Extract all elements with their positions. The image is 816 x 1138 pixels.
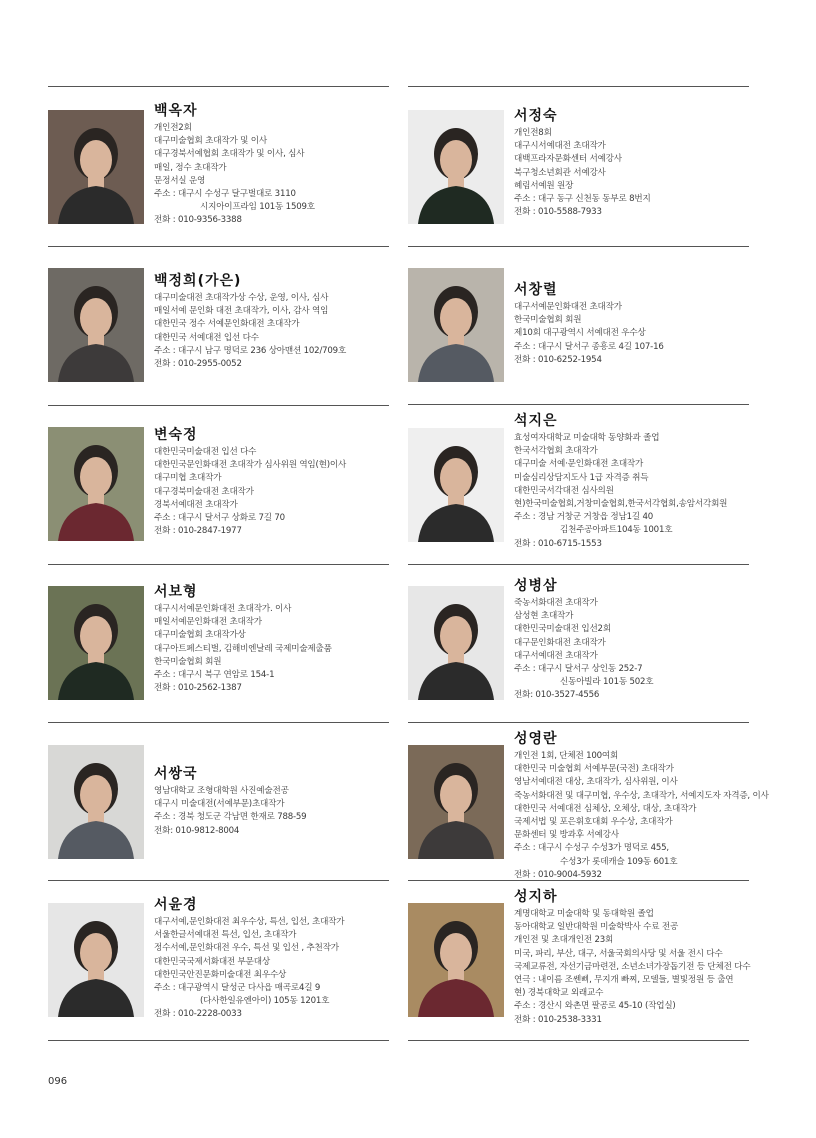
artist-name: 서정숙 [514,108,558,124]
bio-line: 국제교류전, 자선기금마련전, 소년소녀가장돕기전 등 단체전 다수 [514,961,751,972]
phone-line: 전화 : 010-2562-1387 [154,683,242,694]
bio-line: 대구경북미술대전 초대작가 [154,486,254,497]
address-continuation: (다사한일유엔아이) 105동 1201호 [200,996,330,1007]
profile-photo [48,268,144,382]
bio-line: 연극 : 내이름 조쎈삐, 무지개 빠찌, 모델들, 별빛정원 등 출연 [514,975,734,986]
bio-line: 대구서예,문인화대전 최우수상, 특선, 입선, 초대작가 [154,917,345,927]
profile-info [514,107,749,219]
bio-line: 대한민국안진문화미술대전 최우수상 [154,969,287,980]
section-divider [48,405,389,406]
profile-photo [408,586,504,700]
address-continuation: 수성3가 롯데캐슬 109동 601호 [560,856,678,867]
profile-info [154,426,389,538]
bio-line: 한국서각협회 초대작가 [514,446,598,457]
bio-line: 대구서예대전 초대작가 [514,650,598,661]
bio-line: 대구시서예대전 초대작가 [514,141,606,152]
bio-line: 문정서실 운영 [154,175,206,186]
page-number: 096 [48,1076,68,1087]
bio-line: 미술심리상담지도사 1급 자격증 취득 [514,472,649,483]
section-divider [48,86,389,87]
bio-line: 대구시서예문인화대전 초대작가. 이사 [154,604,292,614]
phone-line: 전화 : 010-2955-0052 [154,359,242,370]
phone-line: 전화 : 010-6715-1553 [514,538,602,549]
profile-photo [408,110,504,224]
bio-line: 정수서예,문인화대전 우수, 특선 및 입선 , 추천작가 [154,943,339,954]
profile-photo [408,428,504,542]
bio-line: 대한민국문인화대전 초대작가 심사위원 역임(현)이사 [154,460,347,471]
artist-name: 변숙정 [154,427,198,443]
bio-line: 영남대학교 조형대학원 사진예술전공 [154,786,289,796]
bio-line: 국제서법 및 포은휘호대회 우수상, 초대작가 [514,817,673,828]
phone-line: 전화 : 010-5588-7933 [514,207,602,218]
bio-line: 제10회 대구광역시 서예대전 우수상 [514,328,646,339]
artist-name: 서창렬 [514,282,558,298]
bio-line: 서울한글서예대전 특선, 입선, 초대작가 [154,930,297,941]
bio-line: 매일서예문인화대전 초대작가 [154,617,262,628]
bio-line: 대한민국 서예대전 심체상, 오체상, 대상, 초대작가 [514,803,697,814]
bio-line: 주소 : 대구광역시 달성군 다사읍 매곡로4길 9 [154,983,321,994]
phone-line: 전화 : 010-2847-1977 [154,526,242,537]
bio-line: 주소 : 대구시 남구 명덕로 236 상아맨션 102/709호 [154,345,347,356]
artist-name: 성지하 [514,889,558,905]
bio-line: 현) 경북대학교 외래교수 [514,988,604,999]
address-continuation: 신동아빌라 101동 502호 [560,677,654,688]
profile-photo [408,745,504,859]
bio-line: 주소 : 대구시 북구 연암로 154-1 [154,670,275,681]
bio-line: 효성여자대학교 미술대학 동양화과 졸업 [514,433,660,443]
artist-name: 성영란 [514,731,558,747]
phone-line: 전화 : 010-6252-1954 [514,354,602,365]
artist-name: 서보형 [154,584,198,600]
bio-line: 주소 : 대구시 수성구 수성3가 명덕로 455, [514,843,669,854]
bio-line: 경북서예대전 초대작가 [154,499,238,510]
bio-line: 주소 : 경북 청도군 각남면 한재로 788-59 [154,812,307,823]
bio-line: 계명대학교 미술대학 및 동대학원 졸업 [514,909,654,919]
phone-line: 전화: 010-9812-8004 [154,825,240,836]
bio-line: 대구아트페스티벌, 김해비엔날레 국제미술제출품 [154,643,332,654]
profile-photo [48,586,144,700]
profile-info [514,412,749,551]
bio-line: 삼성현 초대작가 [514,611,574,622]
bio-line: 주소 : 대구시 수성구 달구벌대로 3110 [154,189,296,200]
bio-line: 대구미술협회 초대작가상 [154,630,246,641]
bio-line: 대구미술 서예·문인화대전 초대작가 [514,459,644,470]
profile-info [514,730,769,882]
bio-line: 대구서예문인화대전 초대작가 [514,302,622,312]
profile-info [154,102,389,228]
phone-line: 전화 : 010-9004-5932 [514,869,602,880]
bio-line: 매일서예 문인화 대전 초대작가, 이사, 감사 역임 [154,306,329,317]
profile-photo [408,268,504,382]
phone-line: 전화 : 010-2538-3331 [514,1014,602,1025]
bio-line: 한국미술협회 회원 [514,315,582,326]
bio-line: 대구문인화대전 초대작가 [514,637,606,648]
profile-photo [408,903,504,1017]
address-continuation: 시지아이프라임 101동 1509호 [200,202,315,213]
profile-info [154,765,389,838]
phone-line: 전화 : 010-2228-0033 [154,1009,242,1020]
profile-photo [48,427,144,541]
bio-line: 대구경북서예협회 초대작가 및 이사, 심사 [154,149,305,160]
artist-name: 서쌍국 [154,766,198,782]
section-divider [48,1040,389,1041]
profile-info [154,583,389,695]
bio-line: 주소 : 대구시 달서구 상화로 7길 70 [154,513,285,524]
bio-line: 대한민국 서예대전 입선 다수 [154,332,259,343]
profile-photo [48,745,144,859]
bio-line: 대한민국 미술협회 서예부문(국전) 초대작가 [514,764,674,775]
section-divider [408,564,749,565]
phone-line: 전화 : 010-9356-3388 [154,215,242,226]
profile-photo [48,110,144,224]
artist-name: 백정희(가은) [154,273,242,289]
bio-line: 대한민국국제서화대전 부문대상 [154,956,270,967]
bio-line: 현)한국미술협회,거창미술협회,한국서각협회,송암서각회원 [514,499,728,510]
bio-line: 대백프라자문화센터 서예강사 [514,154,622,165]
section-divider [408,722,749,723]
profile-info [514,281,749,367]
bio-line: 개인전 및 초대개인전 23회 [514,935,614,946]
bio-line: 주소 : 경산시 와촌면 팔공로 45-10 (작업실) [514,1001,676,1012]
phone-line: 전화: 010-3527-4556 [514,690,600,701]
bio-line: 주소 : 대구시 달서구 상인동 252-7 [514,664,643,675]
section-divider [48,246,389,247]
bio-line: 대구미술협회 초대작가 및 이사 [154,136,267,147]
section-divider [48,564,389,565]
bio-line: 대한민국미술대전 입선 다수 [154,447,257,457]
bio-line: 대구미술대전 초대작가상 수상, 운영, 이사, 심사 [154,293,329,303]
profile-info [514,888,749,1027]
artist-name: 성병삼 [514,578,558,594]
bio-line: 주소 : 경남 거창군 거창읍 정남1길 40 [514,512,654,523]
bio-line: 죽농서화대전 초대작가 [514,598,598,608]
artist-name: 석지은 [514,413,558,429]
artist-name: 서윤경 [154,897,198,913]
bio-line: 개인전2회 [154,123,192,133]
bio-line: 북구청소년회관 서예강사 [514,167,606,178]
profile-info [514,577,749,703]
bio-line: 개인전 1회, 단체전 100여회 [514,751,619,761]
section-divider [408,246,749,247]
bio-line: 개인전8회 [514,128,552,138]
address-continuation: 김천주공아파트104동 1001호 [560,525,673,536]
section-divider [408,86,749,87]
profile-photo [48,903,144,1017]
profile-info [154,896,389,1022]
bio-line: 혜림서예원 원장 [514,180,574,191]
bio-line: 대한민국 정수 서예문인화대전 초대작가 [154,319,300,330]
profile-info [154,272,389,371]
bio-line: 대구미협 초대작가 [154,473,222,484]
section-divider [408,404,749,405]
bio-line: 주소 : 대구시 달서구 종흥로 4길 107-16 [514,341,664,352]
bio-line: 대한민국미술대전 입선2회 [514,624,611,635]
bio-line: 주소 : 대구 동구 신천동 동부로 8번지 [514,194,651,205]
bio-line: 미국, 파리, 부산, 대구, 서울국회의사당 및 서울 전시 다수 [514,948,723,959]
bio-line: 영남서예대전 대상, 초대작가, 심사위원, 이사 [514,777,678,788]
bio-line: 한국미술협회 회원 [154,656,222,667]
section-divider [408,880,749,881]
bio-line: 대구시 미술대전(서예부문)초대작가 [154,799,285,810]
bio-line: 대한민국서각대전 심사의원 [514,485,614,496]
section-divider [48,722,389,723]
bio-line: 동아대학교 일반대학원 미술학박사 수료 전공 [514,922,679,933]
artist-name: 백옥자 [154,103,198,119]
section-divider [408,1040,749,1041]
section-divider [48,880,389,881]
bio-line: 죽농서화대전 및 대구미협, 우수상, 초대작가, 서예지도자 자격증, 이사 [514,790,769,801]
bio-line: 문화센터 및 방과후 서예강사 [514,830,619,841]
bio-line: 매일, 정수 초대작가 [154,162,227,173]
